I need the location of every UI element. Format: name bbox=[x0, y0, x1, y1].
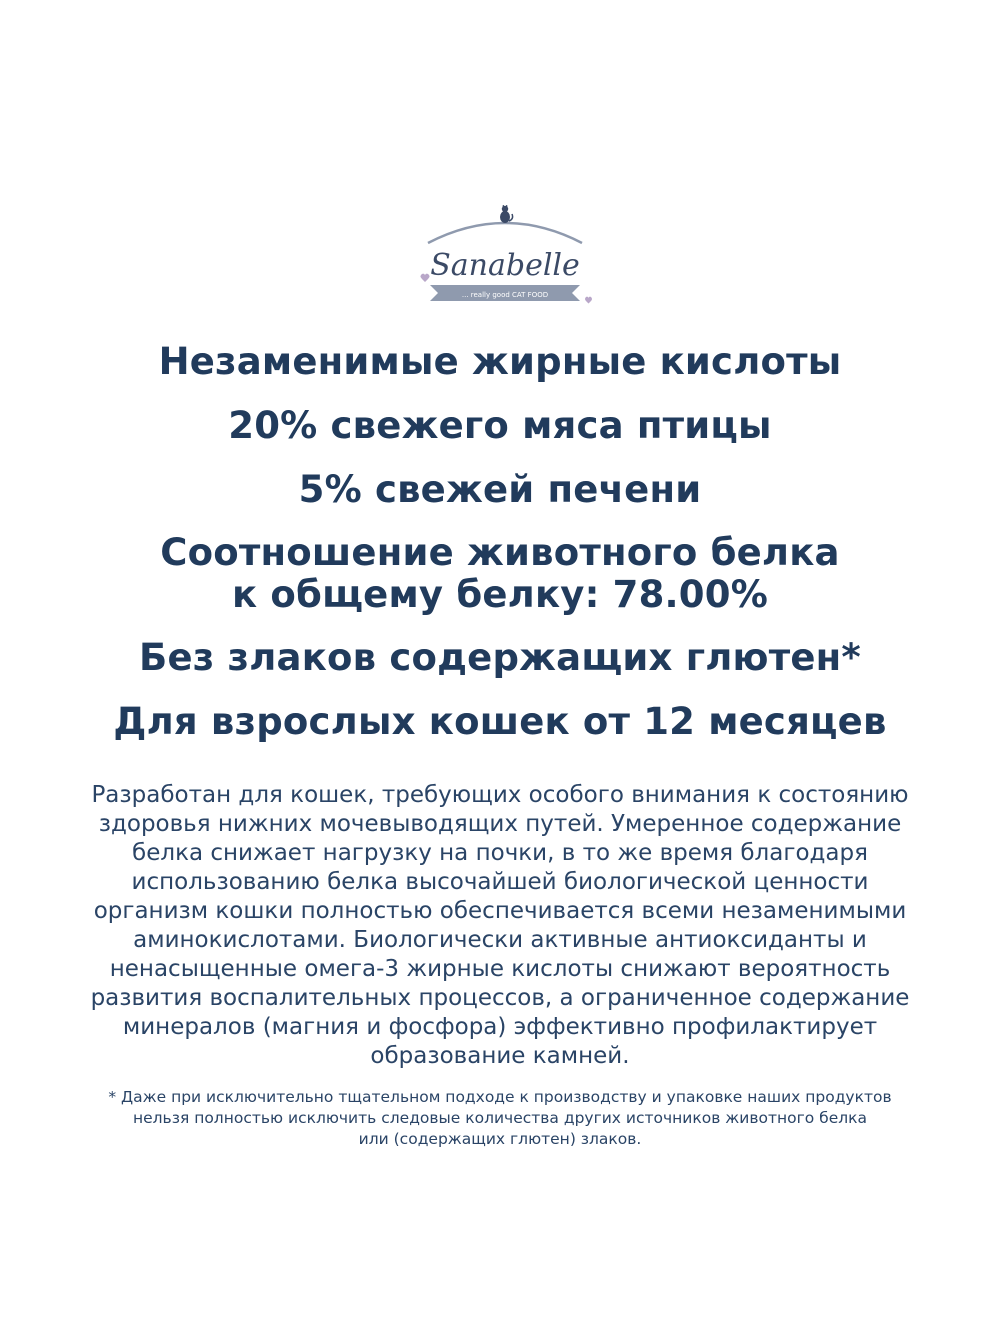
cat-icon bbox=[500, 205, 513, 223]
description-line: Разработан для кошек, требующих особого внимания к состоянию bbox=[91, 782, 909, 808]
description-line: минералов (магния и фосфора) эффективно профилактирует bbox=[122, 1014, 878, 1040]
footnote-line: нельзя полностью исключить следовые количества других источников животного белка bbox=[132, 1109, 868, 1127]
headline-liver: 5% свежей печени bbox=[298, 468, 702, 511]
description-line: здоровья нижних мочевыводящих путей. Умеренное содержание bbox=[98, 811, 902, 837]
headline-gluten-free: Без злаков содержащих глютен* bbox=[139, 636, 861, 679]
footnote bbox=[20, 1087, 980, 1150]
headline-protein-ratio-line: к общему белку: 78.00% bbox=[232, 573, 768, 616]
headline-list bbox=[20, 340, 980, 764]
description-line: ненасыщенные омега-3 жирные кислоты снижают вероятность bbox=[109, 956, 891, 982]
logo-tagline-text: ... really good CAT FOOD bbox=[461, 291, 549, 299]
logo-arc bbox=[428, 223, 582, 243]
description-line: белка снижает нагрузку на почки, в то же время благодаря bbox=[132, 840, 868, 866]
description-line: развития воспалительных процессов, а ограниченное содержание bbox=[90, 985, 910, 1011]
heart-icon bbox=[585, 297, 592, 304]
sanabelle-logo bbox=[410, 205, 600, 325]
footnote-line: или (содержащих глютен) злаков. bbox=[358, 1130, 642, 1148]
heart-icon bbox=[421, 274, 430, 282]
headline-poultry: 20% свежего мяса птицы bbox=[228, 404, 772, 447]
product-description bbox=[20, 781, 980, 1071]
footnote-line: * Даже при исключительно тщательном подходе к производству и упаковке наших продуктов bbox=[108, 1088, 892, 1106]
description-line: образование камней. bbox=[370, 1043, 630, 1069]
headline-protein-ratio-line: Соотношение животного белка bbox=[160, 531, 840, 574]
description-line: аминокислотами. Биологически активные антиоксиданты и bbox=[133, 927, 867, 953]
headline-protein-ratio bbox=[20, 532, 980, 616]
description-line: организм кошки полностью обеспечивается всеми незаменимыми bbox=[93, 898, 907, 924]
headline-adult-cats: Для взрослых кошек от 12 месяцев bbox=[113, 700, 887, 743]
headline-fatty-acids: Незаменимые жирные кислоты bbox=[158, 340, 842, 383]
logo-brand-text: Sanabelle bbox=[430, 248, 580, 283]
description-line: использованию белка высочайшей биологической ценности bbox=[131, 869, 869, 895]
